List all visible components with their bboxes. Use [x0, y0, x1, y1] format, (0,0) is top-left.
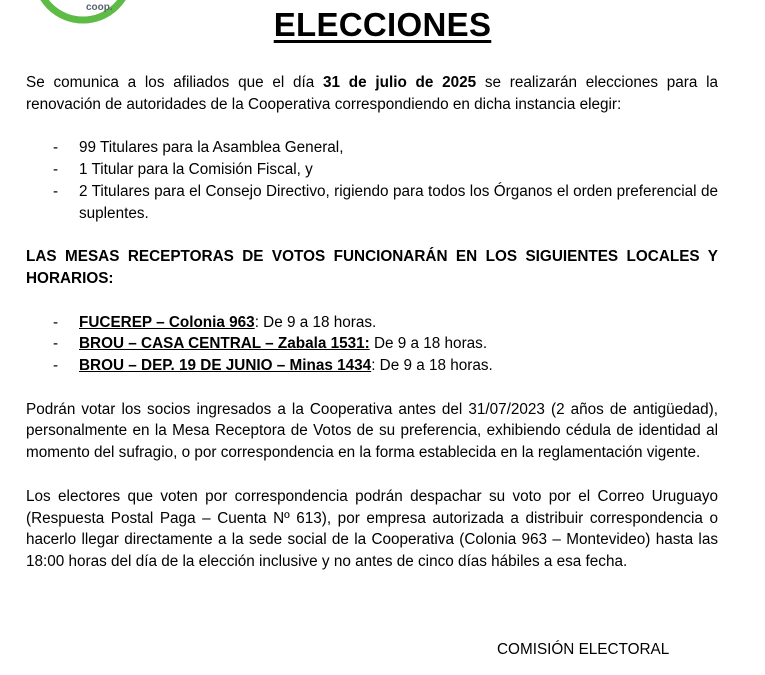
intro-paragraph: [26, 72, 718, 115]
page-title: ELECCIONES: [273, 6, 492, 43]
election-date: 31 de julio de 2025: [323, 74, 477, 91]
location-hours: : De 9 a 18 horas.: [371, 357, 493, 375]
list-item: [26, 312, 718, 334]
location-place: BROU – DEP. 19 DE JUNIO – Minas 1434: [79, 357, 372, 375]
list-item: - 1 Titular para la Comisión Fiscal, y: [26, 159, 718, 181]
location-place: FUCEREP – Colonia 963: [79, 313, 255, 331]
location-hours: De 9 a 18 horas.: [369, 335, 488, 353]
location-hours: : De 9 a 18 horas.: [254, 313, 377, 331]
list-item: [26, 355, 718, 377]
list-item: - 2 Titulares para el Consejo Directivo, rigiendo para todos los Órganos el orden preferencial de suplentes.: [26, 181, 718, 224]
location-place: BROU – CASA CENTRAL – Zabala 1531:: [79, 335, 370, 353]
list-item: - 99 Titulares para la Asamblea General,: [26, 137, 718, 159]
intro-text-1: Se comunica a los afiliados que el día: [26, 74, 323, 91]
list-item: [26, 333, 718, 355]
mail-voting-paragraph: Los electores que voten por correspondencia podrán despachar su voto por el Correo Uruguayo (Respuesta Postal Paga – Cuenta Nº 613), por empresa autorizada a distribuir correspondencia o hacerlo llegar directamente a la sede social de la Cooperativa (Colonia 963 – Montevideo) hasta las 18:00 horas del día de la elección inclusive y no antes de cinco días hábiles a esa fecha.: [26, 487, 718, 570]
signature: COMISIÓN ELECTORAL: [497, 641, 670, 658]
locations-list: [26, 312, 718, 377]
positions-list: [26, 137, 718, 224]
document-body: [26, 72, 718, 573]
eligibility-paragraph: Podrán votar los socios ingresados a la Cooperativa antes del 31/07/2023 (2 años de antigüedad), personalmente en la Mesa Receptora de Votos de su preferencia, exhibiendo cédula de identidad al momento del sufragio, o por correspondencia en la forma establecida en la reglamentación vigente.: [26, 400, 718, 462]
intro-text-2: se realizarán elecciones para la renovación de autoridades de la Cooperativa correspondiendo en dicha instancia elegir:: [26, 74, 718, 113]
locations-heading: LAS MESAS RECEPTORAS DE VOTOS FUNCIONARÁN EN LOS SIGUIENTES LOCALES Y HORARIOS:: [26, 248, 718, 287]
logo-text: coop.: [86, 2, 113, 13]
